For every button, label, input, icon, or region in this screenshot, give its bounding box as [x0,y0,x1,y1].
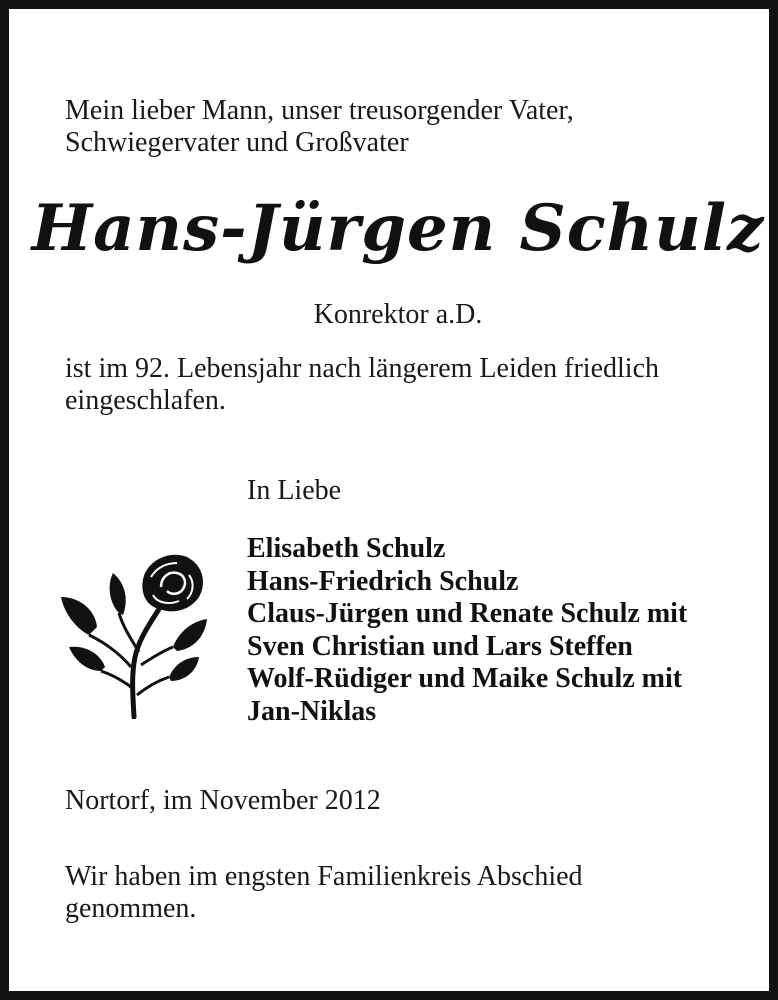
family-list [247,533,687,728]
deceased-title: Konrektor a.D. [313,299,483,330]
farewell-note [65,861,583,925]
farewell-line: Wir haben im engsten Familienkreis Abschied [65,861,583,892]
passing-line: eingeschlafen. [65,385,226,416]
rose-icon [61,547,211,719]
family-member: Elisabeth Schulz [247,533,446,564]
family-member: Claus-Jürgen und Renate Schulz mit [247,598,688,629]
intro-text [65,95,574,159]
intro-line: Mein lieber Mann, unser treusorgender Vater, [65,95,574,126]
passing-statement [65,353,659,417]
farewell-line: genommen. [65,893,197,924]
passing-line: ist im 92. Lebensjahr nach längerem Leiden friedlich [65,353,660,384]
family-member: Sven Christian und Lars Steffen [247,630,633,662]
place-date: Nortorf, im November 2012 [65,785,381,816]
family-member: Jan-Niklas [247,695,377,727]
intro-line: Schwiegervater und Großvater [65,127,409,158]
in-love-line: In Liebe [247,475,342,506]
family-member: Wolf-Rüdiger und Maike Schulz mit [247,663,683,694]
family-member: Hans-Friedrich Schulz [247,565,519,597]
deceased-name: Hans-Jürgen Schulz [31,191,765,266]
